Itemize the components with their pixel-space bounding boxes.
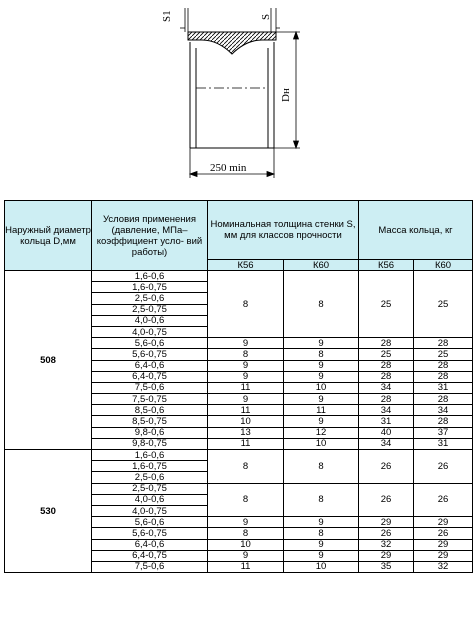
thickness-k56-cell: 11 xyxy=(208,438,284,449)
condition-cell: 4,0-0,75 xyxy=(92,505,208,516)
thickness-k56-cell: 11 xyxy=(208,561,284,572)
condition-cell: 2,5-0,75 xyxy=(92,483,208,494)
condition-cell: 4,0-0,6 xyxy=(92,494,208,505)
condition-cell: 4,0-0,75 xyxy=(92,326,208,337)
spec-table xyxy=(4,200,473,573)
subheader-mass-k60: К60 xyxy=(414,260,473,271)
mass-k60-cell: 29 xyxy=(414,517,473,528)
condition-cell: 2,5-0,6 xyxy=(92,472,208,483)
condition-cell: 6,4-0,75 xyxy=(92,550,208,561)
table-body xyxy=(5,271,473,573)
mass-k60-cell: 29 xyxy=(414,539,473,550)
header-mass: Масса кольца, кг xyxy=(359,201,473,260)
thickness-k56-cell: 8 xyxy=(208,483,284,517)
condition-cell: 1,6-0,6 xyxy=(92,271,208,282)
thickness-k60-cell: 12 xyxy=(284,427,359,438)
thickness-k56-cell: 9 xyxy=(208,517,284,528)
subheader-thickness-k60: К60 xyxy=(284,260,359,271)
condition-cell: 5,6-0,6 xyxy=(92,338,208,349)
thickness-k56-cell: 10 xyxy=(208,539,284,550)
label-length: 250 min xyxy=(210,162,247,174)
condition-cell: 6,4-0,6 xyxy=(92,539,208,550)
thickness-k56-cell: 8 xyxy=(208,349,284,360)
thickness-k60-cell: 9 xyxy=(284,416,359,427)
flange-section xyxy=(188,32,276,54)
condition-cell: 8,5-0,6 xyxy=(92,405,208,416)
condition-cell: 9,8-0,75 xyxy=(92,438,208,449)
thickness-k60-cell: 9 xyxy=(284,371,359,382)
thickness-k60-cell: 8 xyxy=(284,483,359,517)
mass-k56-cell: 34 xyxy=(359,438,414,449)
thickness-k56-cell: 9 xyxy=(208,338,284,349)
label-s: S xyxy=(260,13,272,20)
mass-k56-cell: 28 xyxy=(359,371,414,382)
mass-k60-cell: 28 xyxy=(414,416,473,427)
mass-k56-cell: 28 xyxy=(359,360,414,371)
mass-k56-cell: 34 xyxy=(359,405,414,416)
thickness-k60-cell: 10 xyxy=(284,438,359,449)
mass-k60-cell: 28 xyxy=(414,360,473,371)
thickness-k56-cell: 8 xyxy=(208,271,284,338)
mass-k56-cell: 34 xyxy=(359,382,414,393)
mass-k60-cell: 25 xyxy=(414,349,473,360)
condition-cell: 7,5-0,75 xyxy=(92,394,208,405)
thickness-k60-cell: 9 xyxy=(284,360,359,371)
thickness-k56-cell: 9 xyxy=(208,550,284,561)
condition-cell: 2,5-0,6 xyxy=(92,293,208,304)
thickness-k56-cell: 9 xyxy=(208,360,284,371)
mass-k60-cell: 26 xyxy=(414,450,473,484)
mass-k56-cell: 32 xyxy=(359,539,414,550)
subheader-thickness-k56: К56 xyxy=(208,260,284,271)
mass-k56-cell: 28 xyxy=(359,338,414,349)
mass-k60-cell: 31 xyxy=(414,382,473,393)
condition-cell: 1,6-0,6 xyxy=(92,450,208,461)
condition-cell: 5,6-0,6 xyxy=(92,517,208,528)
mass-k56-cell: 29 xyxy=(359,517,414,528)
mass-k56-cell: 40 xyxy=(359,427,414,438)
subheader-mass-k56: К56 xyxy=(359,260,414,271)
label-s1: S1 xyxy=(161,10,173,22)
header-conditions: Условия применения (давление, МПа– коэффициент усло- вий работы) xyxy=(92,201,208,271)
thickness-k60-cell: 9 xyxy=(284,517,359,528)
mass-k56-cell: 31 xyxy=(359,416,414,427)
thickness-k60-cell: 9 xyxy=(284,394,359,405)
condition-cell: 1,6-0,75 xyxy=(92,461,208,472)
mass-k60-cell: 32 xyxy=(414,561,473,572)
thickness-k60-cell: 9 xyxy=(284,539,359,550)
mass-k56-cell: 25 xyxy=(359,349,414,360)
thickness-k56-cell: 11 xyxy=(208,382,284,393)
condition-cell: 5,6-0,75 xyxy=(92,528,208,539)
thickness-k60-cell: 11 xyxy=(284,405,359,416)
thickness-k60-cell: 8 xyxy=(284,271,359,338)
thickness-k56-cell: 8 xyxy=(208,528,284,539)
condition-cell: 7,5-0,6 xyxy=(92,382,208,393)
thickness-k60-cell: 10 xyxy=(284,561,359,572)
condition-cell: 9,8-0,6 xyxy=(92,427,208,438)
thickness-k60-cell: 9 xyxy=(284,338,359,349)
mass-k60-cell: 37 xyxy=(414,427,473,438)
mass-k60-cell: 31 xyxy=(414,438,473,449)
mass-k60-cell: 26 xyxy=(414,528,473,539)
thickness-k60-cell: 8 xyxy=(284,450,359,484)
mass-k56-cell: 26 xyxy=(359,483,414,517)
condition-cell: 8,5-0,75 xyxy=(92,416,208,427)
condition-cell: 2,5-0,75 xyxy=(92,304,208,315)
mass-k60-cell: 29 xyxy=(414,550,473,561)
thickness-k56-cell: 8 xyxy=(208,450,284,484)
mass-k56-cell: 28 xyxy=(359,394,414,405)
condition-cell: 4,0-0,6 xyxy=(92,315,208,326)
header-diameter: Наружный диаметр кольца D,мм xyxy=(5,201,92,271)
thickness-k56-cell: 9 xyxy=(208,371,284,382)
thickness-k60-cell: 8 xyxy=(284,349,359,360)
diameter-cell: 508 xyxy=(5,271,92,450)
thickness-k56-cell: 13 xyxy=(208,427,284,438)
mass-k56-cell: 25 xyxy=(359,271,414,338)
condition-cell: 6,4-0,75 xyxy=(92,371,208,382)
header-thickness: Номинальная толщина стенки S, мм для классов прочности xyxy=(208,201,359,260)
table-row xyxy=(5,271,473,282)
mass-k60-cell: 25 xyxy=(414,271,473,338)
condition-cell: 1,6-0,75 xyxy=(92,282,208,293)
condition-cell: 6,4-0,6 xyxy=(92,360,208,371)
thickness-k60-cell: 10 xyxy=(284,382,359,393)
thickness-k60-cell: 9 xyxy=(284,550,359,561)
condition-cell: 5,6-0,75 xyxy=(92,349,208,360)
diameter-cell: 530 xyxy=(5,450,92,573)
thickness-k56-cell: 11 xyxy=(208,405,284,416)
mass-k60-cell: 26 xyxy=(414,483,473,517)
ring-body xyxy=(190,42,274,148)
table-row xyxy=(5,450,473,461)
thickness-k56-cell: 10 xyxy=(208,416,284,427)
thickness-k56-cell: 9 xyxy=(208,394,284,405)
mass-k60-cell: 28 xyxy=(414,371,473,382)
mass-k56-cell: 29 xyxy=(359,550,414,561)
mass-k56-cell: 35 xyxy=(359,561,414,572)
mass-k56-cell: 26 xyxy=(359,450,414,484)
mass-k60-cell: 28 xyxy=(414,338,473,349)
mass-k60-cell: 28 xyxy=(414,394,473,405)
condition-cell: 7,5-0,6 xyxy=(92,561,208,572)
label-dn: Dн xyxy=(280,88,292,102)
thickness-k60-cell: 8 xyxy=(284,528,359,539)
mass-k60-cell: 34 xyxy=(414,405,473,416)
mass-k56-cell: 26 xyxy=(359,528,414,539)
ring-drawing xyxy=(0,0,476,200)
